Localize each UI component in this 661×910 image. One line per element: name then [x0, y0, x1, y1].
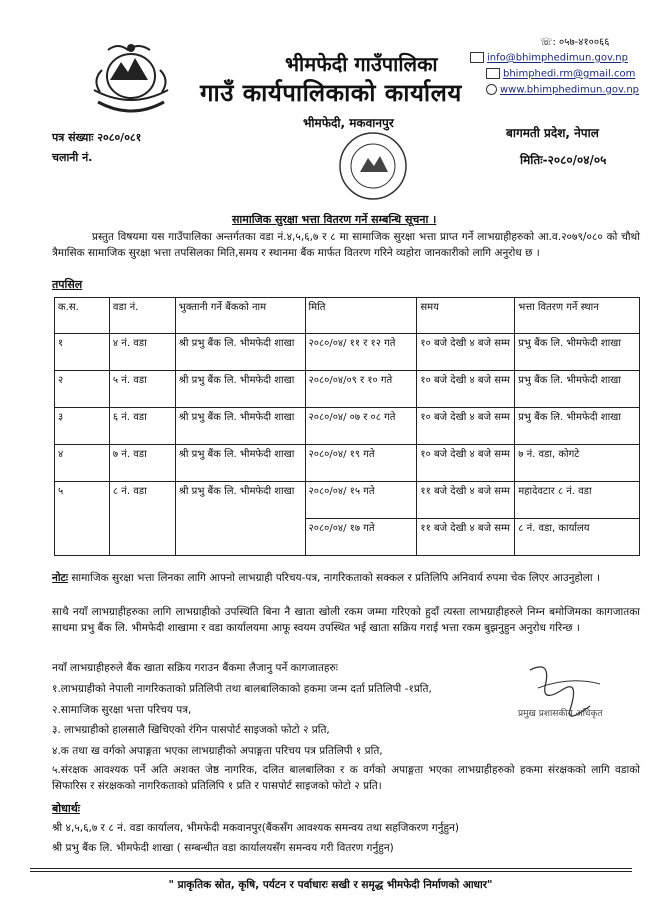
row-bank: श्री प्रभु बैंक लि. भीमफेदी शाखा: [175, 371, 305, 408]
cc-heading: बोधार्थः: [52, 802, 80, 815]
row-date: २०८०/०४/ १५ गते: [305, 482, 417, 519]
nepal-emblem-icon: [88, 40, 174, 120]
row-serial: ५: [55, 482, 110, 556]
row-place: महादेवटार ८ नं. वडा: [515, 482, 640, 519]
row-time: ११ बजे देखी ४ बजे सम्म: [417, 519, 515, 556]
note-paragraph: [52, 570, 640, 586]
table-row: [55, 482, 640, 519]
phone-number: ☏: ०५७-४१००६६: [540, 37, 610, 48]
doc-item: ५.संरक्षक आवश्यक पर्ने अति अशक्त जेष्ठ नागरिक, दलित बालबालिका र क वर्गको अपाङ्गता भएका लाभग्राहीहरुको हकमा संरक्षकको लागि वडाको सिफारिस र संरक्षकको नागरिकताको प्रतिलिपि १ प्रति र पासपोर्ट साइजको फोटो २ प्रति।: [52, 764, 640, 792]
table-header: वडा नं.: [109, 298, 175, 334]
signature-title: प्रमुख प्रशासकीय अधिकृत: [518, 709, 603, 719]
table-row: [55, 371, 640, 408]
row-ward: ५ नं. वडा: [109, 371, 175, 408]
website-link[interactable]: www.bhimphedimun.gov.np: [500, 84, 640, 96]
row-place: ७ नं. वडा, कोगटे: [515, 445, 640, 482]
contact-email-1: [470, 52, 628, 64]
row-place: प्रभु बैंक लि. भीमफेदी शाखा: [515, 408, 640, 445]
notice-subject: सामाजिक सुरक्षा भत्ता वितरण गर्ने सम्बन्धि सूचना ।: [232, 213, 437, 226]
table-header: समय: [417, 298, 515, 334]
doc-item: ३. लाभग्राहीको हालसालै खिचिएको रंगिन पासपोर्ट साइजको फोटो २ प्रति,: [52, 724, 330, 736]
footer-slogan: " प्राकृतिक स्रोत, कृषि, पर्यटन र पर्वाधारः सखी र समृद्ध भीमफेदी निर्माणको आधार": [168, 879, 493, 891]
doc-item: १.लाभग्राहीको नेपाली नागरिकताको प्रतिलिपी तथा बालबालिकाको हकमा जन्म दर्ता प्रतिलिपी -१प्रति,: [52, 683, 432, 695]
row-place: प्रभु बैंक लि. भीमफेदी शाखा: [515, 371, 640, 408]
globe-icon: [486, 84, 497, 95]
contact-email-2: [486, 68, 635, 80]
row-bank: श्री प्रभु बैंक लि. भीमफेदी शाखा: [175, 482, 305, 556]
row-serial: ३: [55, 408, 110, 445]
dispatch-number: चलानी नं.: [52, 151, 93, 164]
municipality-name: भीमफेदी गाउँपालिका: [285, 52, 438, 76]
row-bank: श्री प्रभु बैंक लि. भीमफेदी शाखा: [175, 408, 305, 445]
letter-date: मितिः-२०८०/०४/०५: [520, 153, 607, 167]
row-time: १० बजे देखी ४ बजे सम्म: [417, 445, 515, 482]
office-location: भीमफेदी, मकवानपुर: [303, 116, 394, 130]
row-date: २०८०/०४/ १९ गते: [305, 445, 417, 482]
row-place: प्रभु बैंक लि. भीमफेदी शाखा: [515, 334, 640, 371]
distribution-schedule-table: [54, 297, 640, 556]
doc-item: ४.क तथा ख वर्गको अपाङ्गता भएका लाभग्राहीको अपाङ्गता परिचय पत्र प्रतिलिपी १ प्रति,: [52, 745, 383, 757]
table-header: भुक्तानी गर्ने बैंकको नाम: [175, 298, 305, 334]
table-row: [55, 334, 640, 371]
table-row: [55, 408, 640, 445]
row-serial: ४: [55, 445, 110, 482]
table-header-row: [55, 298, 640, 334]
row-ward: ८ नं. वडा: [109, 482, 175, 556]
email-icon: [486, 68, 500, 79]
row-place: ८ नं. वडा, कार्यालय: [515, 519, 640, 556]
contact-website: [486, 84, 639, 96]
row-date: २०८०/०४/ ११ र १२ गते: [305, 334, 417, 371]
province: बागमती प्रदेश, नेपाल: [506, 126, 599, 140]
table-row: [55, 445, 640, 482]
documents-heading: नयाँ लाभग्राहीहरुले बैंक खाता सक्रिय गराउन बैंकमा लैजानु पर्ने कागजातहरुः: [52, 662, 338, 674]
row-bank: श्री प्रभु बैंक लि. भीमफेदी शाखा: [175, 445, 305, 482]
row-serial: २: [55, 371, 110, 408]
office-stamp-icon: [330, 128, 416, 204]
schedule-label: तपसिल: [52, 278, 83, 291]
cc-item: श्री ४,५,६,७ र ८ नं. वडा कार्यालय, भीमफेदी मकवानपुर(बैंकसँग आवश्यक समन्वय तथा सहजिकरण गर्नुहुन): [52, 822, 459, 834]
row-date: २०८०/०४/ ०७ र ०८ गते: [305, 408, 417, 445]
row-date: २०८०/०४/०९ र १० गते: [305, 371, 417, 408]
row-date: २०८०/०४/ १७ गते: [305, 519, 417, 556]
row-time: ११ बजे देखी ४ बजे सम्म: [417, 482, 515, 519]
row-ward: ६ नं. वडा: [109, 408, 175, 445]
row-time: १० बजे देखी ४ बजे सम्म: [417, 371, 515, 408]
row-time: १० बजे देखी ४ बजे सम्म: [417, 334, 515, 371]
footer-rule: [30, 871, 632, 872]
note-text: सामाजिक सुरक्षा भत्ता लिनका लागि आफ्नो लाभग्राही परिचय-पत्र, नागरिकताको सक्कल र प्रतिलिपि अनिवार्य रुपमा चेक लिएर आउनुहोला ।: [71, 572, 600, 584]
row-ward: ७ नं. वडा: [109, 445, 175, 482]
doc-item: २.सामाजिक सुरक्षा भत्ता परिचय पत्र,: [52, 704, 192, 716]
notice-intro: प्रस्तुत विषयमा यस गाउँपालिका अन्तर्गतका वडा नं.४,५,६,७ र ८ मा सामाजिक सुरक्षा भत्ता प्राप्त गर्ने लाभग्राहीहरुको आ.व.२०७९/०८० को चौथो त्रैमासिक सामाजिक सुरक्षा भत्ता तपसिलका मिति,समय र स्थानमा बैंक मार्फत वितरण गरिने व्यहोरा जानकारीको लागि अनुरोध छ ।: [52, 231, 640, 259]
note-paragraph-2: साथै नयाँ लाभग्राहीहरुका लागि लाभग्राहीको उपस्थिति बिना नै खाता खोली रकम जम्मा गरिएको हुदाँ त्यस्ता लाभग्राहीहरुले निम्न बमोजिमका कागजातका साथमा प्रभु बैंक लि. भीमफेदी शाखामा र वडा कार्यालयमा आफू स्वयम उपस्थित भई खाता सक्रिय गराई भत्ता रकम बुझनुहुन अनुरोध गरिन्छ ।: [52, 606, 640, 634]
email-icon: [470, 52, 484, 63]
email-link-2[interactable]: bhimphedi.rm@gmail.com: [503, 68, 636, 80]
table-header: भत्ता वितरण गर्ने स्थान: [515, 298, 640, 334]
note-label: नोटः: [52, 572, 68, 584]
cc-item: श्री प्रभु बैंक लि. भीमफेदी शाखा ( सम्बन्धीत वडा कार्यालयसँग समन्वय गरी वितरण गर्नुहुन): [52, 842, 394, 854]
table-header: मिति: [305, 298, 417, 334]
table-header: क.स.: [55, 298, 110, 334]
office-name: गाउँ कार्यपालिकाको कार्यालय: [200, 78, 462, 107]
row-ward: ४ नं. वडा: [109, 334, 175, 371]
email-link-1[interactable]: info@bhimphedimun.gov.np: [487, 52, 628, 64]
footer-rule: [30, 868, 632, 869]
row-time: १० बजे देखी ४ बजे सम्म: [417, 408, 515, 445]
reference-number: पत्र संख्याः २०८०/०८१: [52, 131, 142, 144]
row-bank: श्री प्रभु बैंक लि. भीमफेदी शाखा: [175, 334, 305, 371]
row-serial: १: [55, 334, 110, 371]
